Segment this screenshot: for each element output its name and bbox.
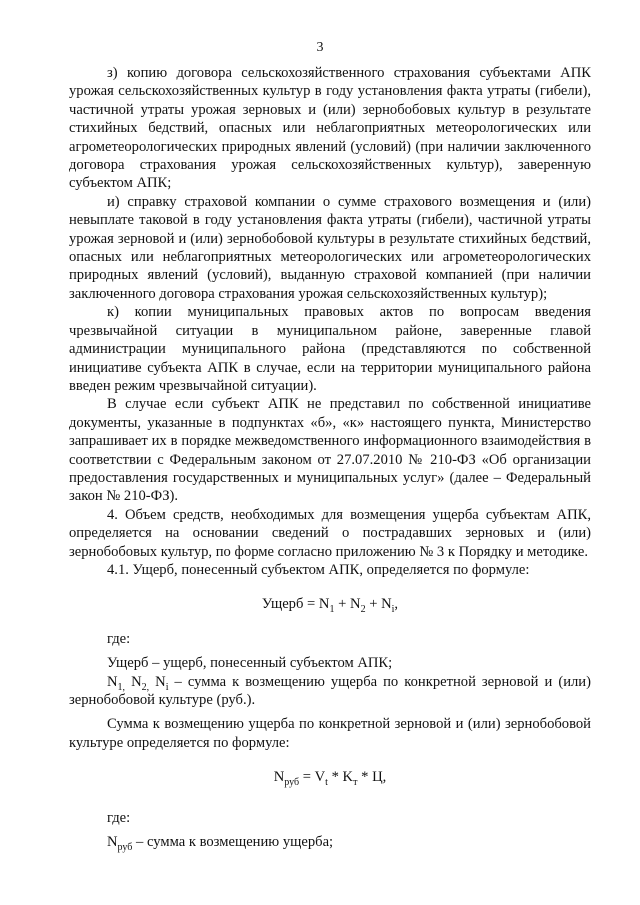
paragraph-formula2-intro: Сумма к возмещению ущерба по конкретной зерновой и (или) зернобобовой культуре определяется по формуле: [69,716,591,751]
formula-subscript: t [325,777,328,789]
formula-subscript: руб [284,777,300,789]
formula-text: * Ц, [357,769,387,786]
paragraph-z: з) копию договора сельскохозяйственного страхования субъектами АПК урожая сельскохозяйственных культур в году установления факта утраты (гибели), частичной утраты урожая зерновых и (или) зернобобовых культур в результате стихийных бедствий, опасных или неблагоприятных метеорологических или агрометеорологических природных явлений (условий) (при наличии заключенного договора страхования урожая сельскохозяйственных культур), заверенную субъектом АПК; [69,65,591,192]
formula-text: * K [327,769,354,786]
definition-text: – сумма к возмещению ущерба по конкретной зерновой и (или) зернобобовой культуре (руб.). [69,673,591,708]
paragraph-i: и) справку страховой компании о сумме страхового возмещения и (или) невыплате таковой в году установления факта утраты (гибели), частичной утраты урожая зерновой и (или) зернобобовой культуры в результате стихийных бедствий, опасных или неблагоприятных метеорологических или агрометеорологических природных явлений (условий), выданную страховой компанией (при наличии заключенного договора страхования урожая сельскохозяйственных культур); [69,193,591,302]
symbol-subscript: руб [117,841,133,853]
formula-subscript: т [353,777,358,789]
where-label-2: где: [107,809,131,826]
document-body [69,64,591,851]
paragraph-section-4-1: 4.1. Ущерб, понесенный субъектом АПК, определяется по формуле: [107,561,530,578]
paragraph-interagency-request: В случае если субъект АПК не представил по собственной инициативе документы, указанные в подпунктах «б», «к» настоящего пункта, Министерство запрашивает их в порядке межведомственного информационного взаимодействия в соответствии с Федеральным законом от 27.07.2010 № 210-ФЗ «Об организации предоставления государственных и муниципальных услуг» (далее – Федеральный закон № 210-ФЗ). [69,396,591,505]
paragraph-section-4: 4. Объем средств, необходимых для возмещения ущерба субъектам АПК, определяется на основании сведений о пострадавших зерновых и (или) зернобобовых культур, по форме согласно приложению № 3 к Порядку и методике. [69,506,591,560]
symbol-subscript: 1, [117,681,126,693]
symbol-text: N [107,673,118,690]
definition-n-rub [69,833,591,851]
symbol-text: N [107,834,118,851]
formula-text: , [394,596,399,613]
formula-text: = V [299,769,326,786]
formula-text: N [273,769,285,786]
formula-text: + N [365,596,392,613]
formula-subscript: 2 [360,604,366,616]
formula-subscript: 1 [329,604,335,616]
symbol-text: N [125,673,142,690]
formula-text: Ущерб = N [261,596,330,613]
formula-text: + N [334,596,361,613]
compensation-formula [69,768,591,789]
symbol-subscript: i [165,681,169,693]
symbol-text: N [149,673,166,690]
where-label: где: [107,630,131,647]
page-number: 3 [316,40,324,55]
damage-formula [69,595,591,616]
definition-damage: Ущерб – ущерб, понесенный субъектом АПК; [107,655,393,672]
definition-n-values [69,673,591,710]
formula-subscript: i [391,604,395,616]
paragraph-k: к) копии муниципальных правовых актов по вопросам введения чрезвычайной ситуации в муниципальном районе, заверенные главой администрации муниципального района (представляются по собственной инициативе субъекта АПК в случае, если на территории муниципального района введен режим чрезвычайной ситуации). [69,304,591,394]
symbol-subscript: 2, [141,681,150,693]
definition-text: – сумма к возмещению ущерба; [132,834,334,851]
